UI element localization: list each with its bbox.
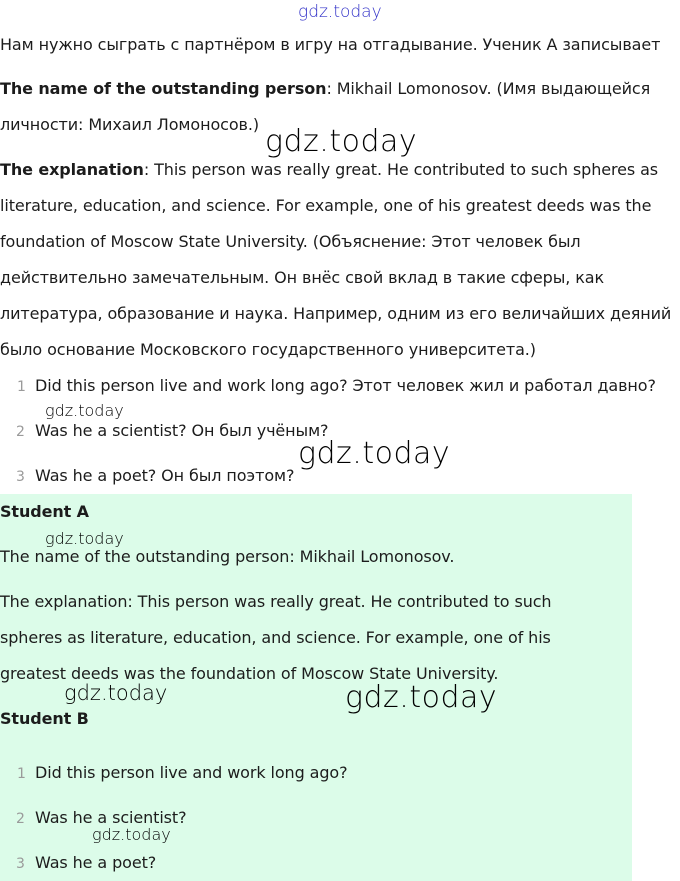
watermark: gdz.today bbox=[92, 825, 171, 844]
list-number: 2 bbox=[16, 811, 25, 827]
name-text: : Mikhail Lomonosov. (Имя выдающейся bbox=[326, 79, 651, 98]
watermark: gdz.today bbox=[345, 680, 498, 715]
explanation-label: The explanation bbox=[0, 160, 144, 179]
student-b-heading: Student B bbox=[0, 709, 89, 728]
student-b-question: Did this person live and work long ago? bbox=[35, 763, 348, 782]
student-a-explanation: spheres as literature, education, and science. For example, one of his bbox=[0, 628, 551, 647]
student-b-question: Was he a poet? bbox=[35, 853, 157, 872]
explanation-line: literature, education, and science. For example, one of his greatest deeds was the bbox=[0, 196, 652, 215]
question-item: Did this person live and work long ago? Этот человек жил и работал давно? bbox=[35, 376, 656, 395]
name-paragraph bbox=[0, 79, 650, 99]
watermark: gdz.today bbox=[45, 529, 124, 548]
student-a-heading: Student A bbox=[0, 502, 89, 521]
list-number: 3 bbox=[16, 469, 25, 485]
explanation-line: foundation of Moscow State University. (Объяснение: Этот человек был bbox=[0, 232, 581, 251]
name-label: The name of the outstanding person bbox=[0, 79, 327, 98]
watermark: gdz.today bbox=[64, 681, 168, 705]
list-number: 1 bbox=[17, 766, 26, 782]
student-b-question: Was he a scientist? bbox=[35, 808, 187, 827]
name-text-line: личности: Михаил Ломоносов.) bbox=[0, 115, 259, 134]
watermark: gdz.today bbox=[298, 436, 451, 471]
explanation-paragraph bbox=[0, 160, 658, 180]
student-a-explanation: greatest deeds was the foundation of Moscow State University. bbox=[0, 664, 499, 683]
explanation-line: было основание Московского государственного университета.) bbox=[0, 340, 536, 359]
list-number: 2 bbox=[16, 424, 25, 440]
watermark: gdz.today bbox=[45, 401, 124, 420]
explanation-text: : This person was really great. He contributed to such spheres as bbox=[143, 160, 659, 179]
explanation-line: литература, образование и наука. Например, одним из его величайших деяний bbox=[0, 304, 672, 323]
list-number: 1 bbox=[17, 379, 26, 395]
list-number: 3 bbox=[16, 856, 25, 872]
watermark: gdz.today bbox=[298, 2, 382, 22]
question-item: Was he a scientist? Он был учёным? bbox=[35, 421, 329, 440]
student-a-explanation: The explanation: This person was really great. He contributed to such bbox=[0, 592, 552, 611]
watermark: gdz.today bbox=[265, 124, 418, 159]
explanation-line: действительно замечательным. Он внёс свой вклад в такие сферы, как bbox=[0, 268, 605, 287]
student-a-name: The name of the outstanding person: Mikhail Lomonosov. bbox=[0, 547, 455, 566]
question-item: Was he a poet? Он был поэтом? bbox=[35, 466, 295, 485]
intro-text: Нам нужно сыграть с партнёром в игру на отгадывание. Ученик А записывает bbox=[0, 35, 661, 54]
